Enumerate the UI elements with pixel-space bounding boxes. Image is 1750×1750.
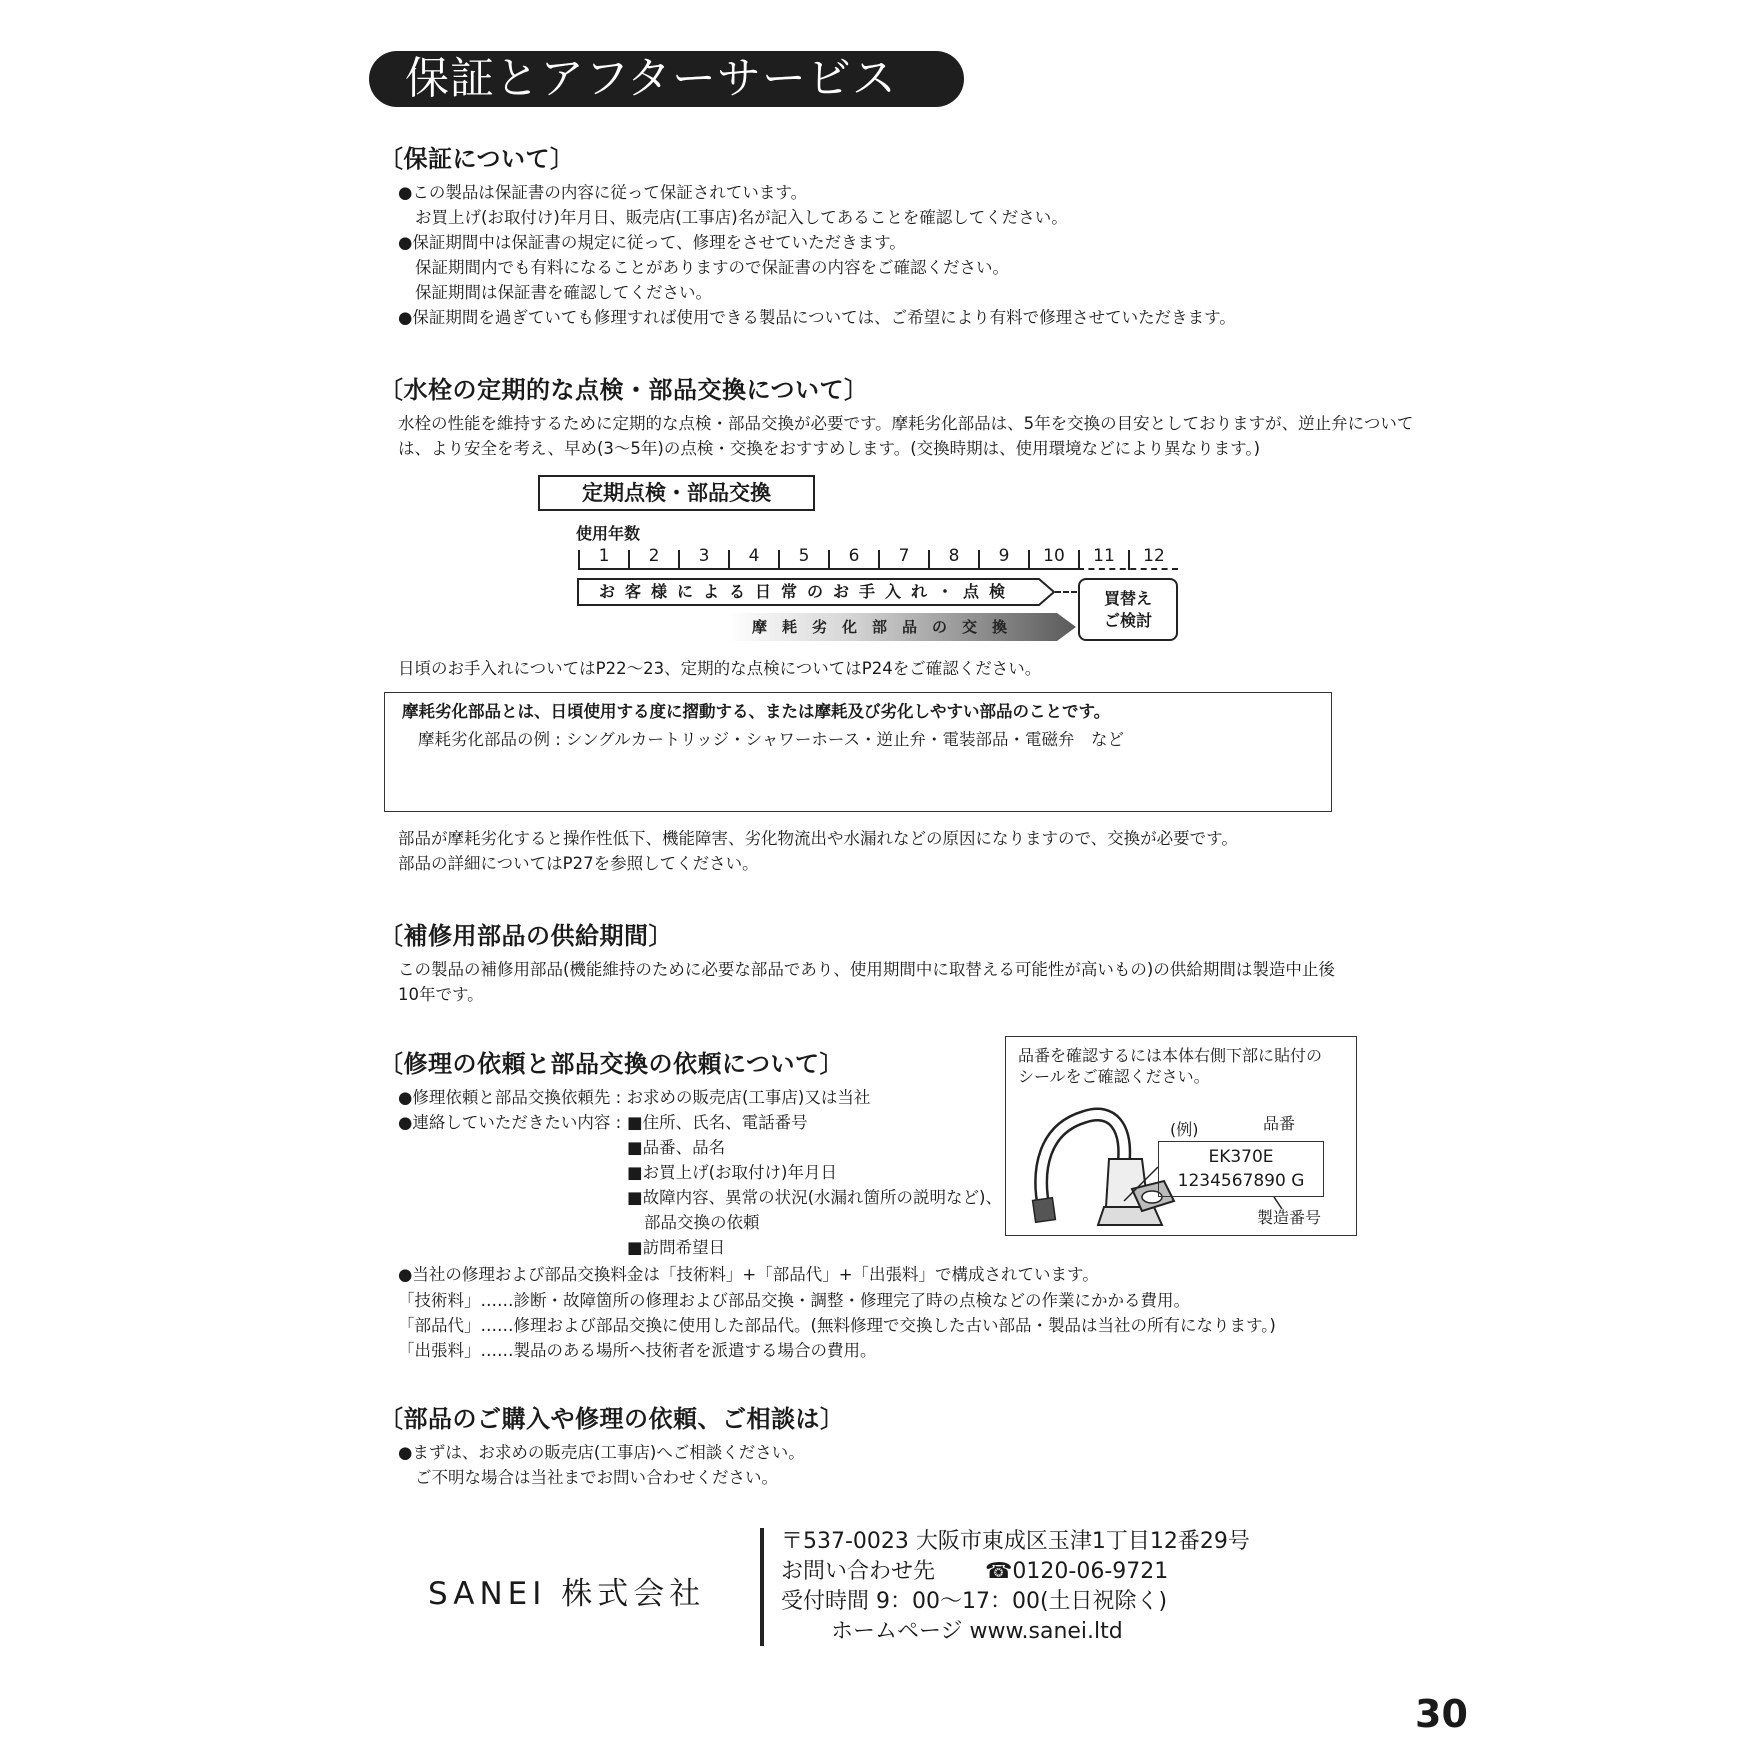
year-label: 7	[898, 546, 910, 566]
warranty-line: お買上げ(お取付け)年月日、販売店(工事店)名が記入してあることを確認してください。	[415, 208, 1068, 227]
contact-phone-row	[781, 1557, 1250, 1587]
dashed-connector	[1055, 591, 1077, 593]
consult-text	[398, 1440, 805, 1490]
repair-fees	[398, 1288, 1276, 1363]
seal-serial: 1234567890 G	[1177, 1171, 1305, 1191]
product-box-line: 品番を確認するには本体右側下部に貼付の	[1018, 1046, 1323, 1065]
consult-line: ●まずは、お求めの販売店(工事店)へご相談ください。	[398, 1443, 805, 1462]
consult-line: ご不明な場合は当社までお問い合わせください。	[415, 1468, 778, 1487]
contact-item: ■訪問希望日	[627, 1238, 726, 1257]
supply-heading: 〔補修用部品の供給期間〕	[379, 922, 673, 950]
contact-phone: ☎0120-06-9721	[985, 1559, 1169, 1584]
repair-fee-line: ●当社の修理および部品交換料金は「技術料」+「部品代」+「出張料」で構成されています。	[398, 1265, 1099, 1284]
replace-consider-line: ご検討	[1103, 611, 1152, 630]
contact-block	[781, 1527, 1250, 1647]
repair-heading: 〔修理の依頼と部品交換の依頼について〕	[379, 1050, 845, 1078]
part-number-label: 品番	[1263, 1114, 1296, 1133]
serial-number-label: 製造番号	[1257, 1208, 1322, 1227]
repair-request: ●修理依頼と部品交換依頼先 : お求めの販売店(工事店)又は当社	[398, 1088, 871, 1107]
year-label: 12	[1143, 546, 1165, 566]
contact-item: ■住所、氏名、電話番号	[627, 1113, 808, 1132]
year-label: 2	[648, 546, 660, 566]
year-label: 5	[798, 546, 810, 566]
warranty-line: ●この製品は保証書の内容に従って保証されています。	[398, 183, 808, 202]
warranty-line: ●保証期間中は保証書の規定に従って、修理をさせていただきます。	[398, 233, 906, 252]
year-label: 1	[598, 546, 610, 566]
repair-contact-label: ●連絡していただきたい内容 :	[398, 1113, 622, 1132]
year-label: 10	[1043, 546, 1065, 566]
product-label-box	[1005, 1036, 1357, 1236]
year-label: 8	[948, 546, 960, 566]
fee-line: 「技術料」‥‥‥診断・故障箇所の修理および部品交換・調整・修理完了時の点検などの作業にかかる費用。	[398, 1291, 1191, 1310]
contact-divider	[760, 1528, 764, 1646]
fee-line: 「部品代」‥‥‥修理および部品交換に使用した部品代。(無料修理で交換した古い部品・製品は当社の所有になります。)	[398, 1316, 1276, 1335]
consult-heading: 〔部品のご購入や修理の依頼、ご相談は〕	[379, 1405, 845, 1433]
year-label: 6	[848, 546, 860, 566]
repair-contact-items	[627, 1110, 1002, 1260]
schedule-title: 定期点検・部品交換	[538, 475, 815, 511]
contact-address: 〒537-0023 大阪市東成区玉津1丁目12番29号	[781, 1529, 1250, 1554]
contact-homepage: ホームページ www.sanei.ltd	[831, 1619, 1123, 1644]
contact-hours: 受付時間 9：00〜17：00(土日祝除く)	[781, 1589, 1168, 1614]
replace-consider-box	[1078, 578, 1178, 641]
definition-text: 摩耗劣化部品とは、日頃使用する度に摺動する、または摩耗及び劣化しやすい部品のことです。	[402, 702, 1111, 721]
warranty-text	[398, 180, 1236, 330]
example-label: (例)	[1170, 1120, 1199, 1139]
inspection-intro-line: 水栓の性能を維持するために定期的な点検・部品交換が必要です。摩耗劣化部品は、5年を交換の目安としておりますが、逆止弁について	[398, 414, 1414, 433]
contact-item: ■お買上げ(お取付け)年月日	[627, 1163, 837, 1182]
contact-item: 部品交換の依頼	[644, 1213, 760, 1232]
inspection-intro	[398, 411, 1413, 461]
warranty-line: ●保証期間を過ぎていても修理すれば使用できる製品については、ご希望により有料で修理させていただきます。	[398, 308, 1236, 327]
warranty-line: 保証期間は保証書を確認してください。	[415, 283, 712, 302]
care-note: 日頃のお手入れについてはP22〜23、定期的な点検についてはP24をご確認ください。	[398, 659, 1042, 678]
fee-line: 「出張料」‥‥‥製品のある場所へ技術者を派遣する場合の費用。	[398, 1341, 877, 1360]
contact-item: ■故障内容、異常の状況(水漏れ箇所の説明など)、	[627, 1188, 1002, 1207]
year-label: 11	[1093, 546, 1115, 566]
year-label: 4	[748, 546, 760, 566]
year-scale	[578, 546, 1183, 570]
scale-baseline	[578, 568, 1078, 570]
inspection-intro-line: は、より安全を考え、早め(3〜5年)の点検・交換をおすすめします。(交換時期は、使用環境などにより異なります。)	[398, 439, 1261, 458]
seal-code: EK370E	[1208, 1147, 1274, 1167]
contact-item: ■品番、品名	[627, 1138, 726, 1157]
inspection-heading: 〔水栓の定期的な点検・部品交換について〕	[379, 376, 869, 404]
company-name: SANEI 株式会社	[428, 1576, 706, 1612]
product-box-line: シールをご確認ください。	[1018, 1067, 1210, 1086]
page-title: 保証とアフターサービス	[369, 51, 964, 107]
contact-phone-label: お問い合わせ先	[781, 1559, 936, 1584]
inspection-after-line: 部品が摩耗劣化すると操作性低下、機能障害、劣化物流出や水漏れなどの原因になりますので、交換が必要です。	[398, 829, 1238, 848]
year-label: 3	[698, 546, 710, 566]
supply-line: 10年です。	[398, 985, 484, 1004]
warranty-heading: 〔保証について〕	[379, 145, 575, 173]
definition-box	[384, 692, 1332, 812]
supply-line: この製品の補修用部品(機能維持のために必要な部品であり、使用期間中に取替える可能性が高いもの)の供給期間は製造中止後	[398, 960, 1335, 979]
years-label: 使用年数	[576, 524, 641, 543]
wear-replace-label: 摩耗劣化部品の交換	[751, 618, 1022, 636]
inspection-after	[398, 826, 1238, 876]
definition-example: 摩耗劣化部品の例 : シングルカートリッジ・シャワーホース・逆止弁・電装部品・電磁弁 など	[418, 730, 1124, 749]
year-label: 9	[998, 546, 1010, 566]
warranty-line: 保証期間内でも有料になることがありますので保証書の内容をご確認ください。	[415, 258, 1009, 277]
daily-care-arrow	[577, 578, 1047, 606]
wear-replace-arrow	[727, 613, 1077, 641]
scale-baseline-dashed	[1078, 568, 1178, 570]
inspection-after-line: 部品の詳細についてはP27を参照してください。	[398, 854, 759, 873]
page-number: 30	[1415, 1692, 1468, 1736]
supply-text	[398, 957, 1335, 1007]
daily-care-label: お客様による日常のお手入れ・点検	[598, 582, 1015, 601]
replace-consider-line: 買替え	[1103, 589, 1152, 608]
